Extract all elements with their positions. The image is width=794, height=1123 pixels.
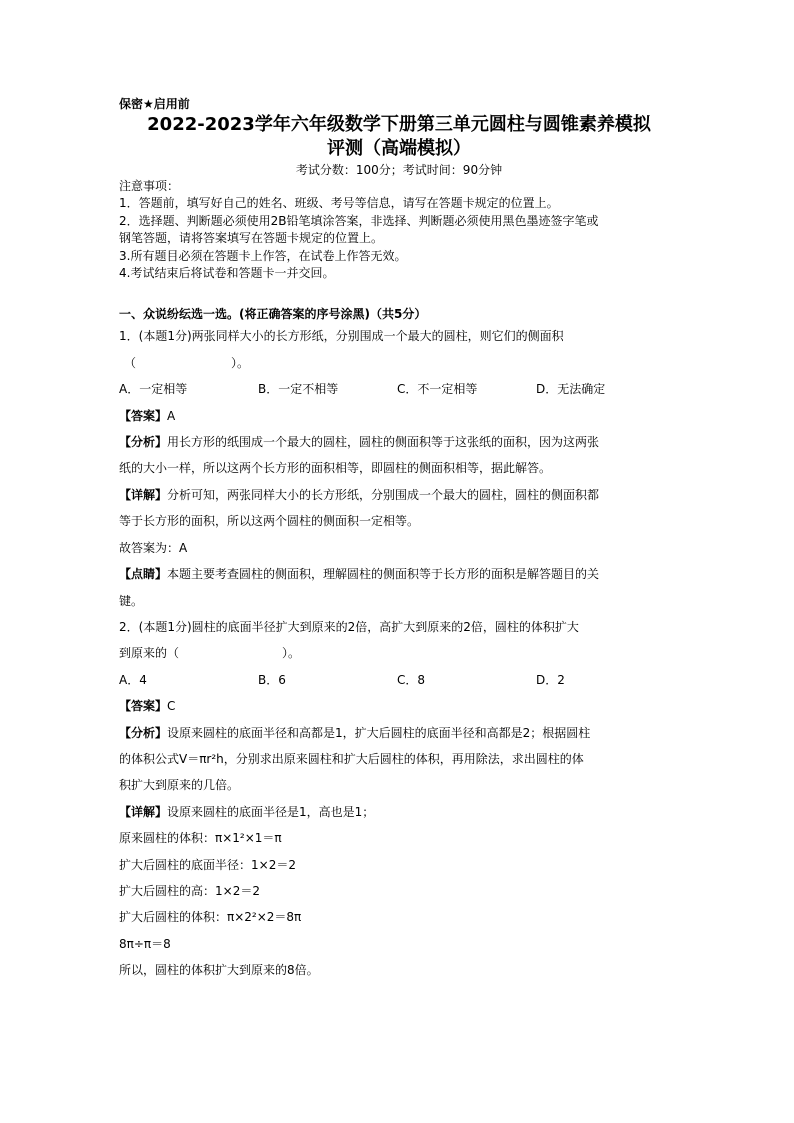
notes-heading: 注意事项：	[119, 179, 180, 193]
q1-blank-close: ）。	[231, 355, 250, 370]
q2-option-a: A．4	[119, 672, 147, 687]
q1-option-b: B．一定不相等	[258, 382, 339, 397]
exam-meta: 考试分数：100分；考试时间：90分钟	[295, 163, 503, 177]
q2-analysis-cont: 积扩大到原来的几倍。	[119, 778, 240, 793]
q2-options	[119, 667, 679, 693]
note-item: 2．选择题、判断题必须使用2B铅笔填涂答案，非选择、判断题必须使用黑色墨迹签字笔或	[119, 213, 599, 228]
q1-options	[119, 376, 679, 402]
q1-stem: 1．(本题1分)两张同样大小的长方形纸，分别围成一个最大的圆柱，则它们的侧面积	[119, 329, 564, 344]
q2-step: 8π÷π＝8	[119, 936, 171, 951]
question-2	[119, 614, 679, 984]
q1-option-d: D．无法确定	[536, 382, 606, 397]
q2-option-c: C．8	[397, 672, 426, 687]
q2-analysis-cont: 的体积公式V＝πr²h，分别求出原来圆柱和扩大后圆柱的体积，再用除法，求出圆柱的体	[119, 751, 584, 766]
q1-option-c: C．不一定相等	[397, 382, 478, 397]
q1-analysis: 【分析】用长方形的纸围成一个最大的圆柱，圆柱的侧面积等于这张纸的面积，因为这两张	[119, 435, 600, 450]
note-item: 3.所有题目必须在答题卡上作答，在试卷上作答无效。	[119, 248, 407, 263]
exam-title-line1: 2022-2023学年六年级数学下册第三单元圆柱与圆锥素养模拟	[147, 114, 651, 135]
q2-step: 扩大后圆柱的高：1×2＝2	[119, 883, 260, 898]
q2-stem-cont: 到原来的（ ）。	[119, 646, 301, 661]
note-item: 钢笔答题，请将答案填写在答题卡规定的位置上。	[119, 231, 384, 246]
q1-detail: 【详解】分析可知，两张同样大小的长方形纸，分别围成一个最大的圆柱，圆柱的侧面积都	[119, 487, 600, 502]
q2-step: 所以，圆柱的体积扩大到原来的8倍。	[119, 963, 319, 978]
q2-answer: 【答案】C	[119, 699, 176, 714]
q1-comment-cont: 键。	[119, 593, 144, 608]
q1-option-a: A．一定相等	[119, 382, 188, 397]
q2-option-b: B．6	[258, 672, 286, 687]
q1-blank-open: （	[124, 355, 137, 370]
q2-option-d: D．2	[536, 672, 565, 687]
q1-detail-cont: 等于长方形的面积，所以这两个圆柱的侧面积一定相等。	[119, 514, 420, 529]
q2-stem: 2．(本题1分)圆柱的底面半径扩大到原来的2倍，高扩大到原来的2倍，圆柱的体积扩大	[119, 619, 579, 634]
note-item: 4.考试结束后将试卷和答题卡一并交回。	[119, 266, 335, 281]
q1-comment: 【点睛】本题主要考查圆柱的侧面积，理解圆柱的侧面积等于长方形的面积是解答题目的关	[119, 567, 600, 582]
q2-analysis: 【分析】设原来圆柱的底面半径和高都是1，扩大后圆柱的底面半径和高都是2；根据圆柱	[119, 725, 591, 740]
q2-step: 原来圆柱的体积：π×1²×1＝π	[119, 831, 282, 846]
q1-blank-line	[119, 350, 679, 376]
note-item: 1．答题前，填写好自己的姓名、班级、考号等信息，请写在答题卡规定的位置上。	[119, 196, 559, 211]
q1-analysis-cont: 纸的大小一样，所以这两个长方形的面积相等，即圆柱的侧面积相等，据此解答。	[119, 461, 552, 476]
q2-step: 扩大后圆柱的底面半径：1×2＝2	[119, 857, 296, 872]
exam-title-line2: 评测（高端模拟）	[327, 138, 471, 159]
q2-detail: 【详解】设原来圆柱的底面半径是1，高也是1；	[119, 804, 375, 819]
q2-step: 扩大后圆柱的体积：π×2²×2＝8π	[119, 910, 302, 925]
confidential-label: 保密★启用前	[119, 97, 190, 111]
q1-answer: 【答案】A	[119, 408, 176, 423]
question-1	[119, 323, 679, 613]
notes-block	[119, 178, 679, 282]
page-content	[119, 96, 679, 984]
section-title: 一、众说纷纭选一选。(将正确答案的序号涂黑)（共5分）	[119, 307, 427, 322]
q1-final-answer: 故答案为：A	[119, 540, 188, 555]
